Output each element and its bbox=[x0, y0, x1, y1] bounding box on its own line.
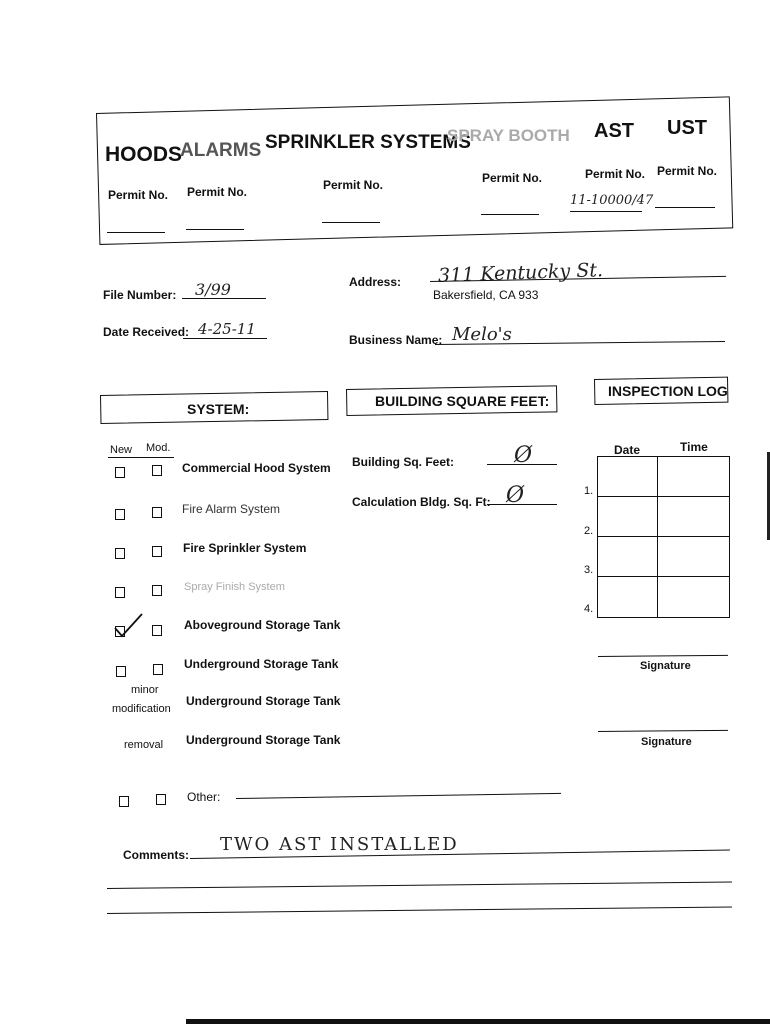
sprinkler-permit-label: Permit No. bbox=[323, 178, 384, 192]
underground-tank-label: Underground Storage Tank bbox=[184, 657, 339, 671]
signature-label-1: Signature bbox=[640, 660, 691, 672]
minor-mod-tank-label: Underground Storage Tank bbox=[186, 694, 341, 708]
business-name-label: Business Name: bbox=[349, 333, 443, 347]
signature-label-2: Signature bbox=[641, 736, 692, 748]
date-received-value: 4-25-11 bbox=[198, 320, 256, 338]
removal-prefix: removal bbox=[124, 739, 164, 751]
alarms-permit-label: Permit No. bbox=[187, 185, 248, 199]
inspection-row-line-1 bbox=[597, 496, 729, 497]
fire-alarm-new-checkbox[interactable] bbox=[115, 509, 125, 520]
inspection-row-1-number: 1. bbox=[584, 485, 594, 497]
new-column-label: New bbox=[110, 444, 133, 456]
ust-permit-line bbox=[655, 207, 715, 208]
underground-tank-new-checkbox[interactable] bbox=[116, 666, 126, 677]
ast-permit-value: 11-10000/47 bbox=[570, 193, 654, 208]
building-section-title: BUILDING SQUARE FEET: bbox=[375, 393, 550, 409]
file-number-value: 3/99 bbox=[195, 280, 231, 299]
file-number-line bbox=[182, 298, 266, 299]
inspection-log-grid bbox=[597, 456, 730, 618]
minor-prefix: minor bbox=[131, 684, 159, 696]
inspection-date-header: Date bbox=[614, 443, 641, 457]
ust-heading: UST bbox=[667, 117, 707, 139]
sprinkler-heading: SPRINKLER SYSTEMS bbox=[265, 132, 471, 153]
inspection-row-line-3 bbox=[597, 576, 729, 577]
spray-finish-mod-checkbox[interactable] bbox=[152, 585, 162, 596]
scan-edge-bar bbox=[186, 1019, 770, 1024]
building-sq-feet-line bbox=[487, 464, 557, 465]
other-mod-checkbox[interactable] bbox=[156, 794, 166, 805]
ast-permit-line bbox=[570, 211, 642, 212]
fire-sprinkler-mod-checkbox[interactable] bbox=[152, 546, 162, 557]
comments-value: TWO AST INSTALLED bbox=[220, 834, 459, 855]
date-received-label: Date Received: bbox=[103, 325, 190, 339]
removal-tank-label: Underground Storage Tank bbox=[186, 733, 341, 747]
ast-permit-label: Permit No. bbox=[585, 167, 646, 181]
address-city: Bakersfield, CA 933 bbox=[433, 288, 539, 302]
inspection-row-4-number: 4. bbox=[584, 603, 594, 615]
alarms-heading: ALARMS bbox=[180, 140, 262, 161]
other-new-checkbox[interactable] bbox=[119, 796, 129, 807]
spray-permit-label: Permit No. bbox=[482, 171, 543, 185]
date-received-line bbox=[183, 338, 267, 339]
fire-alarm-label: Fire Alarm System bbox=[182, 502, 281, 516]
new-mod-underline bbox=[108, 457, 174, 458]
spray-finish-label: Spray Finish System bbox=[184, 581, 285, 593]
fire-sprinkler-label: Fire Sprinkler System bbox=[183, 541, 307, 555]
building-sq-feet-value: Ø bbox=[514, 443, 533, 468]
other-line bbox=[236, 793, 561, 799]
inspection-col-divider bbox=[657, 456, 658, 618]
commercial-hood-mod-checkbox[interactable] bbox=[152, 465, 162, 476]
inspection-time-header: Time bbox=[680, 440, 708, 454]
inspection-row-3-number: 3. bbox=[584, 564, 594, 576]
fire-alarm-mod-checkbox[interactable] bbox=[152, 507, 162, 518]
system-section-title: SYSTEM: bbox=[187, 401, 250, 417]
aboveground-tank-mod-checkbox[interactable] bbox=[152, 625, 162, 636]
spray-booth-heading: SPRAY BOOTH bbox=[447, 126, 570, 145]
hoods-permit-line bbox=[107, 232, 165, 233]
commercial-hood-new-checkbox[interactable] bbox=[115, 467, 125, 478]
hoods-heading: HOODS bbox=[105, 143, 183, 166]
other-label: Other: bbox=[187, 790, 221, 804]
spray-permit-line bbox=[481, 214, 539, 215]
inspection-row-line-2 bbox=[597, 536, 729, 537]
inspection-row-2-number: 2. bbox=[584, 525, 594, 537]
address-label: Address: bbox=[349, 275, 402, 289]
comments-line-3 bbox=[107, 906, 732, 914]
fire-sprinkler-new-checkbox[interactable] bbox=[115, 548, 125, 559]
modification-prefix: modification bbox=[112, 703, 171, 715]
file-number-label: File Number: bbox=[103, 288, 177, 302]
business-name-value: Melo's bbox=[452, 324, 512, 345]
ast-heading: AST bbox=[594, 120, 634, 142]
address-value: 311 Kentucky St. bbox=[437, 259, 604, 287]
checkmark-icon bbox=[112, 612, 146, 638]
mod-column-label: Mod. bbox=[146, 442, 171, 454]
underground-tank-mod-checkbox[interactable] bbox=[153, 664, 163, 675]
aboveground-tank-label: Aboveground Storage Tank bbox=[184, 618, 341, 632]
comments-line-2 bbox=[107, 881, 732, 889]
calc-sq-feet-label: Calculation Bldg. Sq. Ft: bbox=[352, 495, 491, 509]
calc-sq-feet-line bbox=[487, 504, 557, 505]
sprinkler-permit-line bbox=[322, 222, 380, 223]
signature-line-1 bbox=[598, 655, 728, 657]
calc-sq-feet-value: Ø bbox=[506, 483, 525, 508]
building-sq-feet-label: Building Sq. Feet: bbox=[352, 455, 454, 469]
inspection-section-title: INSPECTION LOG bbox=[608, 383, 728, 399]
signature-line-2 bbox=[598, 730, 728, 732]
comments-label: Comments: bbox=[123, 848, 190, 862]
ust-permit-label: Permit No. bbox=[657, 164, 718, 178]
hoods-permit-label: Permit No. bbox=[108, 188, 169, 202]
spray-finish-new-checkbox[interactable] bbox=[115, 587, 125, 598]
commercial-hood-label: Commercial Hood System bbox=[182, 461, 331, 475]
alarms-permit-line bbox=[186, 229, 244, 230]
